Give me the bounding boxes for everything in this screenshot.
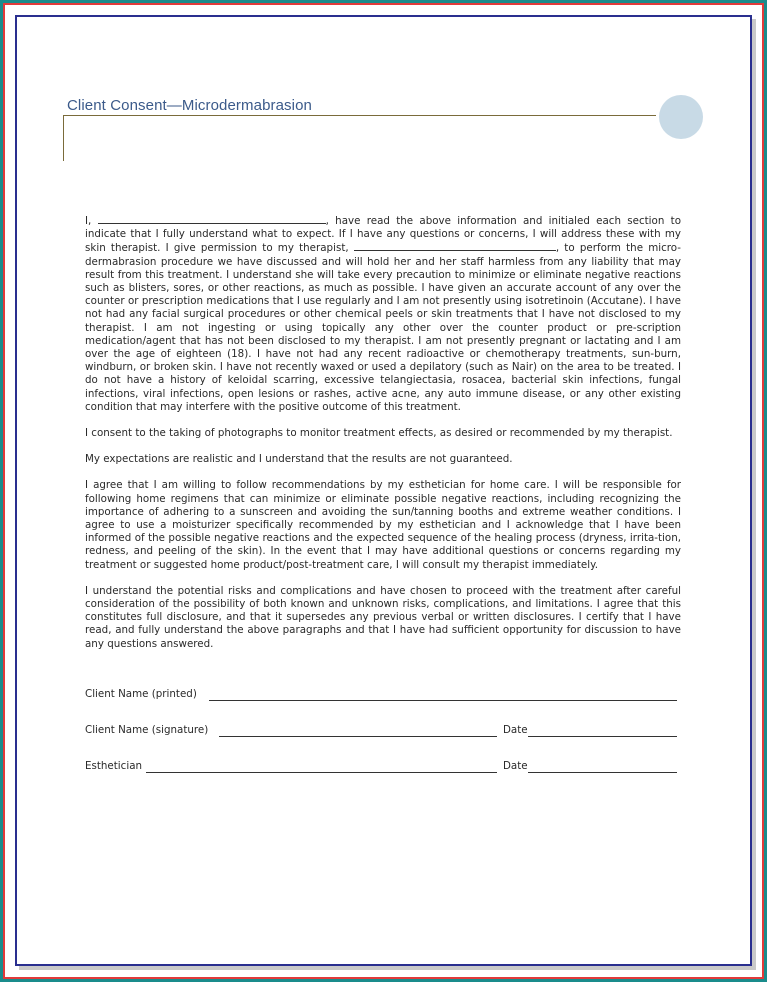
esthetician-label: Esthetician — [85, 760, 143, 772]
document-title: Client Consent—Microdermabrasion — [67, 97, 312, 114]
paragraph-photographs: I consent to the taking of photographs to monitor treatment effects, as desired or recommended by my therapist. — [85, 427, 673, 440]
title-rule-vertical — [63, 115, 64, 161]
esthetician-row — [85, 760, 677, 774]
paragraph-intro — [85, 214, 681, 414]
client-name-printed-field[interactable] — [209, 700, 677, 701]
esthetician-date-field[interactable] — [528, 772, 677, 773]
client-date-label: Date — [503, 724, 528, 736]
document-page — [15, 15, 752, 966]
paragraph-home-care: I agree that I am willing to follow recommendations by my esthetician for home care. I will be responsible for following home regimens that can minimize or eliminate possible negative reactions, including recognizing the importance of adhering to a sunscreen and avoiding the sun/tanning booths and extreme weather conditions. I agree to use a moisturizer specifically recommended by my esthetician and I acknowledge that I have been informed of the possible negative reactions and the expected sequence of the healing process (dryness, irrita-tion, redness, and peeling of the skin). In the event that I may have additional questions or concerns regarding my treatment or suggested home product/post-treatment care, I will consult my therapist immediately. — [85, 479, 681, 571]
title-rule-horizontal — [63, 115, 656, 116]
paragraph-risks: I understand the potential risks and complications and have chosen to proceed with the treatment after careful consideration of the possibility of both known and unknown risks, complications, and limitations. I agree that this constitutes full disclosure, and that it supersedes any previous verbal or written disclosures. I certify that I have read, and fully understand the above paragraphs and that I have had sufficient opportunity for discussion to have any questions answered. — [85, 584, 681, 650]
client-signature-label: Client Name (signature) — [85, 724, 209, 736]
paragraph-intro-prefix: I, — [85, 215, 92, 227]
esthetician-field[interactable] — [146, 772, 497, 773]
client-signature-row — [85, 724, 677, 738]
paragraph-expectations: My expectations are realistic and I understand that the results are not guaranteed. — [85, 453, 513, 466]
client-date-field[interactable] — [528, 736, 677, 737]
client-signature-field[interactable] — [219, 736, 497, 737]
client-name-blank[interactable] — [98, 214, 326, 224]
decorative-circle — [659, 95, 703, 139]
esthetician-date-label: Date — [503, 760, 528, 772]
consent-body — [85, 214, 681, 664]
client-name-printed-row — [85, 688, 677, 702]
paragraph-intro-part2: , to perform the micro-dermabrasion procedure we have discussed and will hold her and her staff harmless from any liability that may result from this treatment. I understand she will take every precaution to minimize or eliminate negative reactions such as blisters, sores, or other reactions, as much as possible. I have given an accurate account of any over the counter or prescription medications that I use regularly and I am not presently using isotretinoin (Accutane). I have not had any facial surgical procedures or other chemical peels or skin treatments that I have not disclosed to my therapist. I am not ingesting or using topically any other over the counter product or pre-scription medication/agent that has not been disclosed to my therapist. I am not presently pregnant or lactating and I am over the age of eighteen (18). I have not had any recent radioactive or chemotherapy treatments, sun-burn, windburn, or broken skin. I have not recently waxed or used a depilatory (such as Nair) on the area to be treated. I do not have a history of keloidal scarring, excessive telangiectasia, rosacea, bacterial skin infections, fungal infections, viral infections, open lesions or rashes, active acne, any auto immune disease, or any other existing condition that may interfere with the positive outcome of this treatment. — [85, 242, 681, 413]
paragraph-intro-part1: , have read the above information and initialed each section to indicate that I fully understand what to expect. If I have any questions or concerns, I will address these with my skin therapist. I give permission to my therapist, — [85, 215, 681, 255]
therapist-name-blank[interactable] — [354, 241, 556, 251]
client-name-printed-label: Client Name (printed) — [85, 688, 197, 700]
